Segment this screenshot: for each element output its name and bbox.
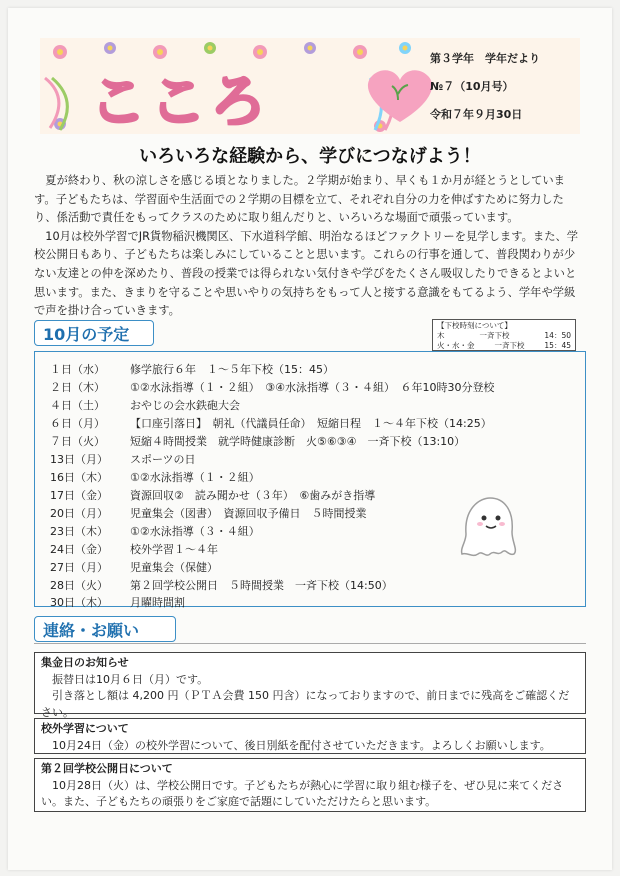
dismissal-type: 一斉下校	[479, 331, 510, 340]
schedule-date: 24日（金）	[50, 543, 108, 556]
dismissal-type: 一斉下校	[494, 341, 525, 350]
newsletter-header	[40, 38, 580, 134]
schedule-date: ６日（月）	[50, 417, 105, 430]
schedule-event: 月曜時間割	[130, 596, 185, 609]
dismissal-title: 【下校時刻について】	[437, 321, 512, 330]
dismissal-days: 火・水・金	[437, 341, 475, 350]
notice-title: 校外学習について	[41, 722, 129, 735]
schedule-date: ２日（木）	[50, 381, 105, 394]
schedule-date: 30日（木）	[50, 596, 108, 609]
notice-title: 集金日のお知らせ	[41, 656, 129, 669]
notice-open-school-day	[34, 758, 586, 812]
dismissal-time: 15：45	[544, 341, 571, 350]
section-divider	[34, 643, 586, 644]
schedule-date: 28日（火）	[50, 579, 108, 592]
schedule-event: おやじの会水鉄砲大会	[130, 399, 240, 412]
schedule-event: 児童集会（図書） 資源回収予備日 ５時間授業	[130, 507, 367, 520]
schedule-date: １日（水）	[50, 363, 105, 376]
schedule-event: スポーツの日	[130, 453, 196, 466]
schedule-date: 27日（月）	[50, 561, 108, 574]
schedule-date: 23日（木）	[50, 525, 108, 538]
schedule-event: 【口座引落日】 朝礼（代議員任命） 短縮日程 １～４年下校（14:25）	[130, 417, 492, 430]
schedule-date: 20日（月）	[50, 507, 108, 520]
schedule-section-title: 10月の予定	[34, 320, 154, 346]
schedule-event: 修学旅行６年 １～５年下校（15：45）	[130, 363, 334, 376]
issue-date: 令和７年９月30日	[430, 108, 523, 121]
dismissal-time: 14：50	[544, 331, 571, 340]
ghost-illustration-icon	[458, 494, 520, 562]
schedule-event: 児童集会（保健）	[130, 561, 218, 574]
dismissal-days: 木	[437, 331, 445, 340]
notice-field-trip	[34, 718, 586, 754]
dismissal-row	[437, 331, 571, 341]
dismissal-row	[437, 341, 571, 351]
notice-title: 第２回学校公開日について	[41, 762, 173, 775]
dismissal-time-box	[432, 319, 576, 351]
schedule-event: ①②水泳指導（１・２組） ③④水泳指導（３・４組） ６年10時30分登校	[130, 381, 495, 394]
schedule-date: ７日（火）	[50, 435, 105, 448]
schedule-event: 第２回学校公開日 ５時間授業 一斉下校（14:50）	[130, 579, 393, 592]
intro-paragraph-1: 夏が終わり、秋の涼しさを感じる頃となりました。２学期が始まり、早くも１か月が経とうとしています。子どもたちは、学習面や生活面での２学期の目標を立て、それぞれ自分の力を伸ばすために努力したり、係活動で責任をもってクラスのために取り組んだりと、いろいろな場面で頑張っています。	[34, 174, 565, 225]
notice-line: 10月24日（金）の校外学習について、後日別紙を配付させていただきます。よろしくお願いします。	[52, 738, 551, 752]
intro-text	[34, 172, 586, 321]
page-headline: いろいろな経験から、学びにつなげよう！	[139, 146, 481, 167]
schedule-date: 17日（金）	[50, 489, 108, 502]
schedule-date: 13日（月）	[50, 453, 108, 466]
notice-line: 10月28日（火）は、学校公開日です。子どもたちが熱心に学習に取り組む様子を、ぜひ見に来てください。また、子どもたちの頑張りをご家庭で話題にしていただけたらと思います。	[41, 778, 564, 808]
schedule-event: 校外学習１～４年	[130, 543, 218, 556]
schedule-date: ４日（土）	[50, 399, 105, 412]
notice-line: 振替日は10月６日（月）です。	[52, 672, 209, 686]
notice-line: 引き落とし額は 4,200 円（ＰＴＡ会費 150 円含）になっておりますので、前日までに残高をご確認ください。	[41, 689, 570, 719]
grade-newsletter-label: 第３学年 学年だより	[430, 52, 540, 65]
contact-section-title: 連絡・お願い	[34, 616, 176, 642]
schedule-event: ①②水泳指導（１・２組）	[130, 471, 260, 484]
intro-paragraph-2: 10月は校外学習でJR貨物稲沢機関区、下水道科学館、明治なるほどファクトリーを見学します。また、学校公開日もあり、子どもたちは楽しみにしていることと思います。これらの行事を通して、普段関わりが少ない友達との仲を深めたり、普段の授業では得られない気付きや学びをたくさん吸収したりできるとよいと思います。また、きまりを守ることや思いやりの気持ちをもって人と接する意識をもてるよう、学年や学級で声を掛け合っていきます。	[34, 229, 579, 318]
schedule-event: ①②水泳指導（３・４組）	[130, 525, 260, 538]
issue-number: №７（10月号）	[430, 80, 514, 93]
notice-collection-day	[34, 652, 586, 719]
schedule-event: 資源回収② 読み聞かせ（３年） ⑥歯みがき指導	[130, 489, 376, 502]
schedule-date: 16日（木）	[50, 471, 108, 484]
newsletter-logo: こころ	[90, 70, 270, 135]
schedule-event: 短縮４時間授業 就学時健康診断 火⑤⑥③④ 一斉下校（13:10）	[130, 435, 466, 448]
